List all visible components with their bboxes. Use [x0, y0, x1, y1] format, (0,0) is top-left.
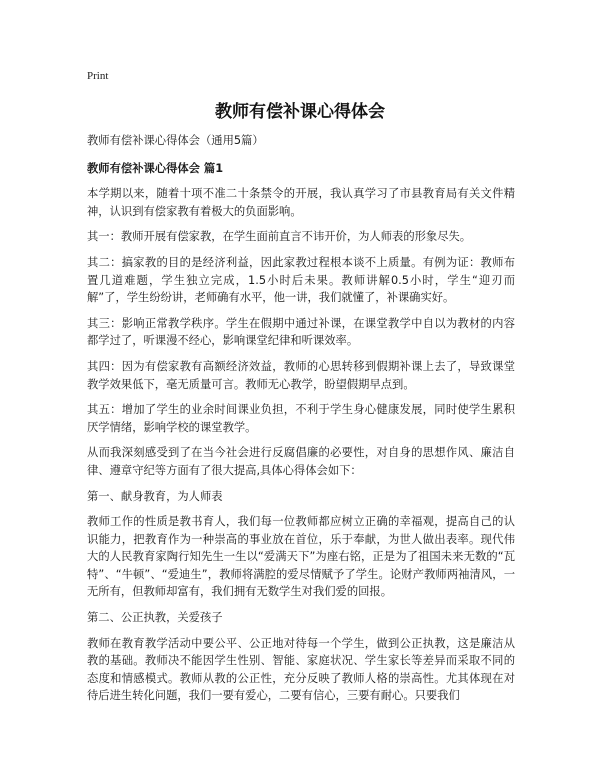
- subheading-second: 第二、公正执教，关爱孩子: [87, 611, 223, 625]
- subheading-first: 第一、献身教育，为人师表: [87, 489, 223, 503]
- document-title: 教师有偿补课心得体会: [215, 102, 385, 122]
- paragraph-point-3: 其三：影响正常教学秩序。学生在假期中通过补课，在课堂教学中自以为教材的内容都学过了，听课漫不经心，影响课堂纪律和听课效率。: [87, 316, 515, 348]
- paragraph-conclusion: 从而我深刻感受到了在当今社会进行反腐倡廉的必要性，对自身的思想作风、廉洁自律、遵章守纪等方面有了很大提高,具体心得体会如下：: [87, 446, 515, 477]
- paragraph-point-1: 其一：教师开展有偿家教，在学生面前直言不讳开价，为人师表的形象尽失。: [87, 230, 472, 244]
- paragraph-first-body: 教师工作的性质是教书育人，我们每一位教师都应树立正确的幸福观，提高自己的认识能力，把教育作为一种崇高的事业放在首位，乐于奉献，为世人做出表率。现代伟大的人民教育家陶行知先生一生以“爱满天下”为座右铭，正是为了祖国未来无数的“瓦特”、“牛顿”、“爱迪生”，教师将满腔的爱尽情赋予了学生。论财产教师两袖清风，一无所有，但教师却富有，我们拥有无数学生对我们爱的回报。: [87, 515, 515, 599]
- document-subtitle: 教师有偿补课心得体会（通用5篇）: [87, 134, 264, 147]
- paragraph-point-2: 其二：搞家教的目的是经济利益，因此家教过程根本谈不上质量。有例为证：教师布置几道难题，学生独立完成，1.5小时后未果。教师讲解0.5小时，学生“迎刃而解”了，学生纷纷讲，老师确有水平，他一讲，我们就懂了，补课确实好。: [87, 255, 515, 305]
- paragraph-second-body: 教师在教育教学活动中要公平、公正地对待每一个学生，做到公正执教，这是廉洁从教的基础。教师决不能因学生性别、智能、家庭状况、学生家长等差异而采取不同的态度和情感模式。教师从教的公正性，充分反映了教师人格的崇高性。尤其体现在对待后进生转化问题，我们一要有爱心，二要有信心，三要有耐心。只要我们: [87, 636, 515, 703]
- paragraph-point-5: 其五：增加了学生的业余时间课业负担，不利于学生身心健康发展，同时使学生累积厌学情绪，影响学校的课堂教学。: [87, 403, 515, 434]
- print-label: Print: [87, 70, 109, 82]
- paragraph-point-4: 其四：因为有偿家教有高额经济效益，教师的心思转移到假期补课上去了，导致课堂教学效果低下，毫无质量可言。教师无心教学，盼望假期早点到。: [87, 359, 515, 391]
- section-heading: 教师有偿补课心得体会 篇1: [87, 161, 224, 175]
- paragraph-intro: 本学期以来，随着十项不准二十条禁令的开展，我认真学习了市县教育局有关文件精神，认识到有偿家教有着极大的负面影响。: [87, 187, 515, 218]
- document-body: [87, 132, 515, 713]
